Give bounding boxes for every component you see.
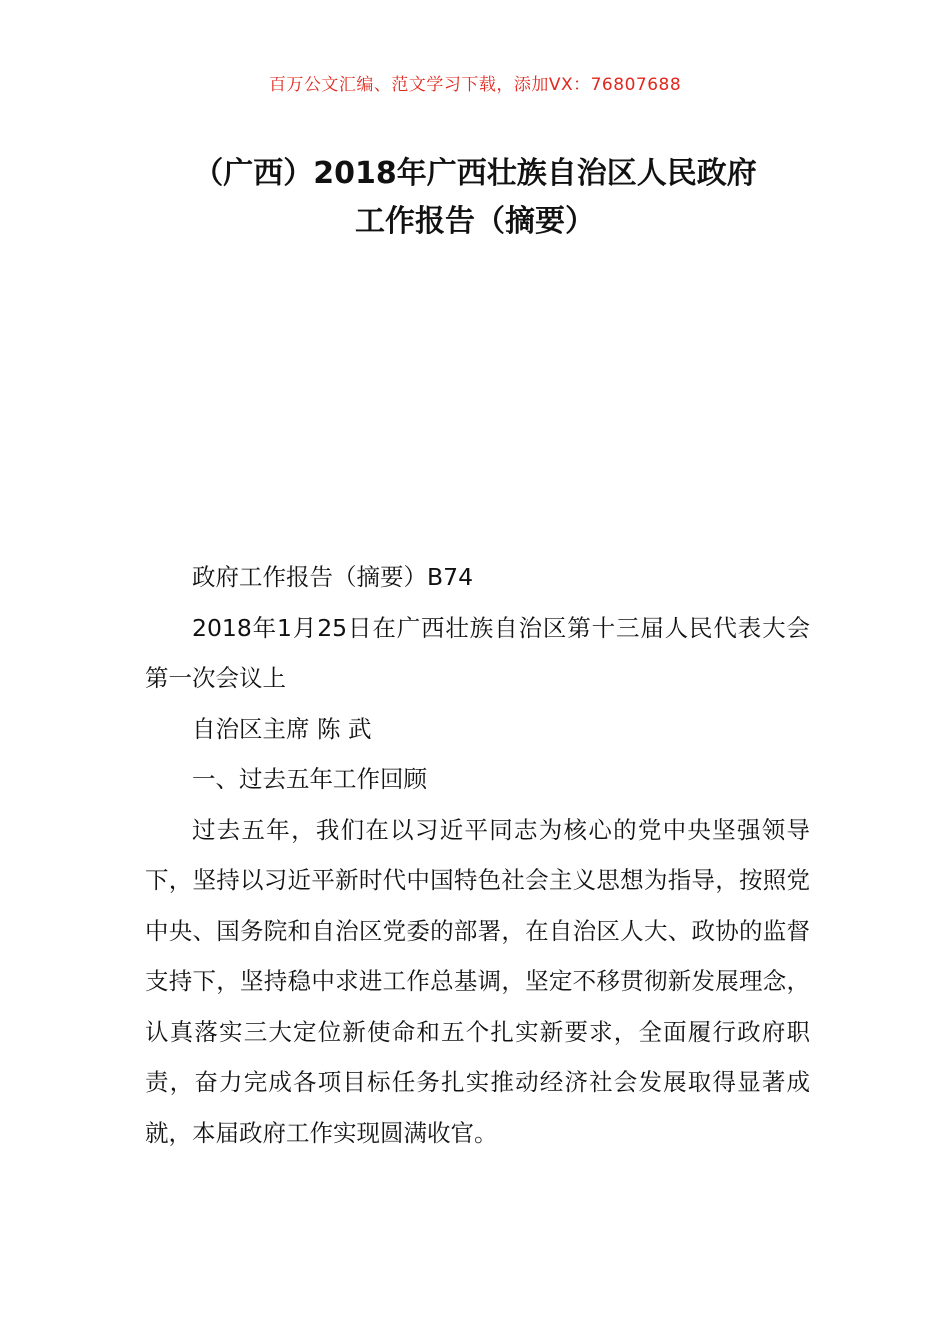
paragraph-date-venue: 2018年1月25日在广西壮族自治区第十三届人民代表大会第一次会议上 <box>145 613 810 692</box>
title-line-1: （广西）2018年广西壮族自治区人民政府 <box>193 156 757 191</box>
document-body <box>145 552 810 1158</box>
section-heading-review: 一、过去五年工作回顾 <box>192 765 427 793</box>
paragraph-review-content: 过去五年，我们在以习近平同志为核心的党中央坚强领导下，坚持以习近平新时代中国特色社会主义思想为指导，按照党中央、国务院和自治区党委的部署，在自治区人大、政协的监督支持下，坚持稳中求进工作总基调，坚定不移贯彻新发展理念，认真落实三大定位新使命和五个扎实新要求，全面履行政府职责，奋力完成各项目标任务扎实推动经济社会发展取得显著成就，本届政府工作实现圆满收官。 <box>145 815 810 1147</box>
title-line-2: 工作报告（摘要） <box>355 204 595 239</box>
document-title <box>100 150 850 246</box>
paragraph-speaker: 自治区主席 陈 武 <box>192 714 372 743</box>
header-watermark-note: 百万公文汇编、范文学习下载，添加VX：76807688 <box>268 75 682 95</box>
paragraph-report-label: 政府工作报告（摘要）B74 <box>192 563 474 591</box>
